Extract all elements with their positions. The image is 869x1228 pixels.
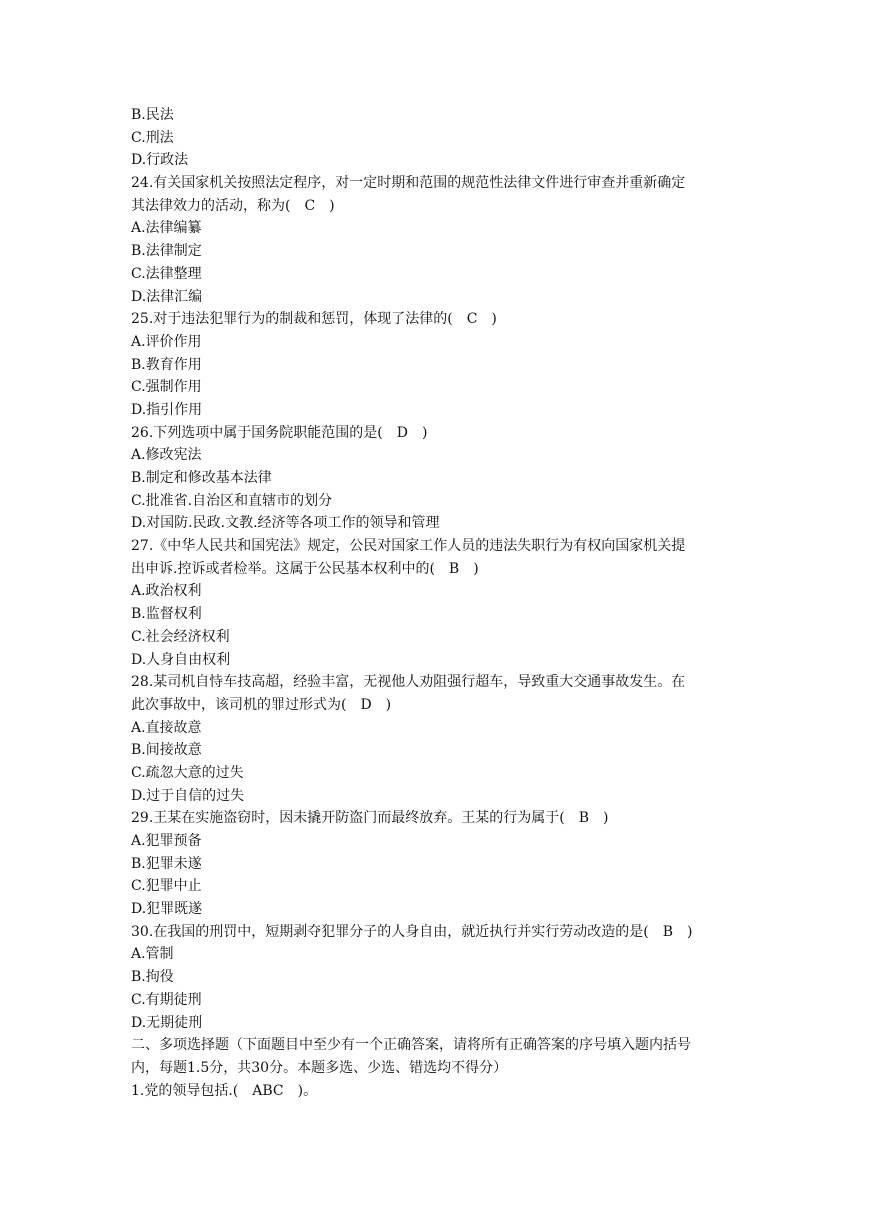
question-29-option-c: C.犯罪中止 <box>131 878 202 895</box>
option-b-civil-law: B.民法 <box>131 107 174 123</box>
question-29-option-a: A.犯罪预备 <box>131 833 202 849</box>
question-25-option-d: D.指引作用 <box>131 401 203 418</box>
question-27-line-2: 出申诉.控诉或者检举。这属于公民基本权利中的( B ) <box>131 560 479 577</box>
question-24-option-d: D.法律汇编 <box>131 288 203 305</box>
question-25: 25.对于违法犯罪行为的制裁和惩罚，体现了法律的( C ) <box>131 311 497 328</box>
question-27-option-b: B.监督权利 <box>131 606 202 623</box>
section-2-heading-line-1: 二、多项选择题（下面题目中至少有一个正确答案，请将所有正确答案的序号填入题内括号 <box>131 1037 691 1054</box>
question-28-line-2: 此次事故中，该司机的罪过形式为( D ) <box>131 696 392 713</box>
question-25-option-a: A.评价作用 <box>131 333 202 350</box>
question-24-option-b: B.法律制定 <box>131 243 202 260</box>
question-26-option-b: B.制定和修改基本法律 <box>131 470 272 486</box>
question-26-option-c: C.批准省.自治区和直辖市的划分 <box>131 492 333 509</box>
question-27-option-c: C.社会经济权利 <box>131 628 230 645</box>
question-24-line-1: 24.有关国家机关按照法定程序，对一定时期和范围的规范性法律文件进行审查并重新确定 <box>131 175 686 192</box>
question-29-option-b: B.犯罪未遂 <box>131 855 202 872</box>
question-28-option-a: A.直接故意 <box>131 719 202 736</box>
question-28-option-d: D.过于自信的过失 <box>131 787 245 804</box>
question-29-option-d: D.犯罪既遂 <box>131 901 203 918</box>
question-28-option-b: B.间接故意 <box>131 742 202 759</box>
question-27-option-a: A.政治权利 <box>131 583 202 600</box>
question-26-option-a: A.修改宪法 <box>131 447 202 464</box>
question-24-option-a: A.法律编纂 <box>131 220 202 237</box>
question-28-option-c: C.疏忽大意的过失 <box>131 764 244 781</box>
question-30-option-c: C.有期徒刑 <box>131 991 202 1008</box>
question-28-line-1: 28.某司机自恃车技高超，经验丰富，无视他人劝阻强行超车，导致重大交通事故发生。在 <box>131 674 686 691</box>
question-30-option-b: B.拘役 <box>131 969 174 986</box>
question-27-line-1: 27.《中华人民共和国宪法》规定，公民对国家工作人员的违法失职行为有权向国家机关提 <box>131 538 686 555</box>
question-30: 30.在我国的刑罚中，短期剥夺犯罪分子的人身自由，就近执行并实行劳动改造的是( B ) <box>131 923 693 940</box>
option-c-criminal-law: C.刑法 <box>131 129 174 146</box>
section-2-heading-line-2: 内，每题1.5分，共30分。本题多选、少选、错选均不得分） <box>131 1059 508 1076</box>
question-29: 29.王某在实施盗窃时，因未撬开防盗门而最终放弃。王某的行为属于( B ) <box>131 810 609 827</box>
question-30-option-a: A.管制 <box>131 946 174 963</box>
multi-question-1: 1.党的领导包括.( ABC )。 <box>131 1082 318 1099</box>
question-26-option-d: D.对国防.民政.文教.经济等各项工作的领导和管理 <box>131 515 440 532</box>
question-25-option-b: B.教育作用 <box>131 356 202 373</box>
question-25-option-c: C.强制作用 <box>131 379 202 396</box>
question-24-option-c: C.法律整理 <box>131 265 202 282</box>
document-body <box>131 104 743 1102</box>
question-24-line-2: 其法律效力的活动，称为( C ) <box>131 197 335 214</box>
question-30-option-d: D.无期徒刑 <box>131 1014 203 1031</box>
option-d-administrative-law: D.行政法 <box>131 152 189 169</box>
question-27-option-d: D.人身自由权利 <box>131 651 231 668</box>
question-26: 26.下列选项中属于国务院职能范围的是( D ) <box>131 424 428 441</box>
